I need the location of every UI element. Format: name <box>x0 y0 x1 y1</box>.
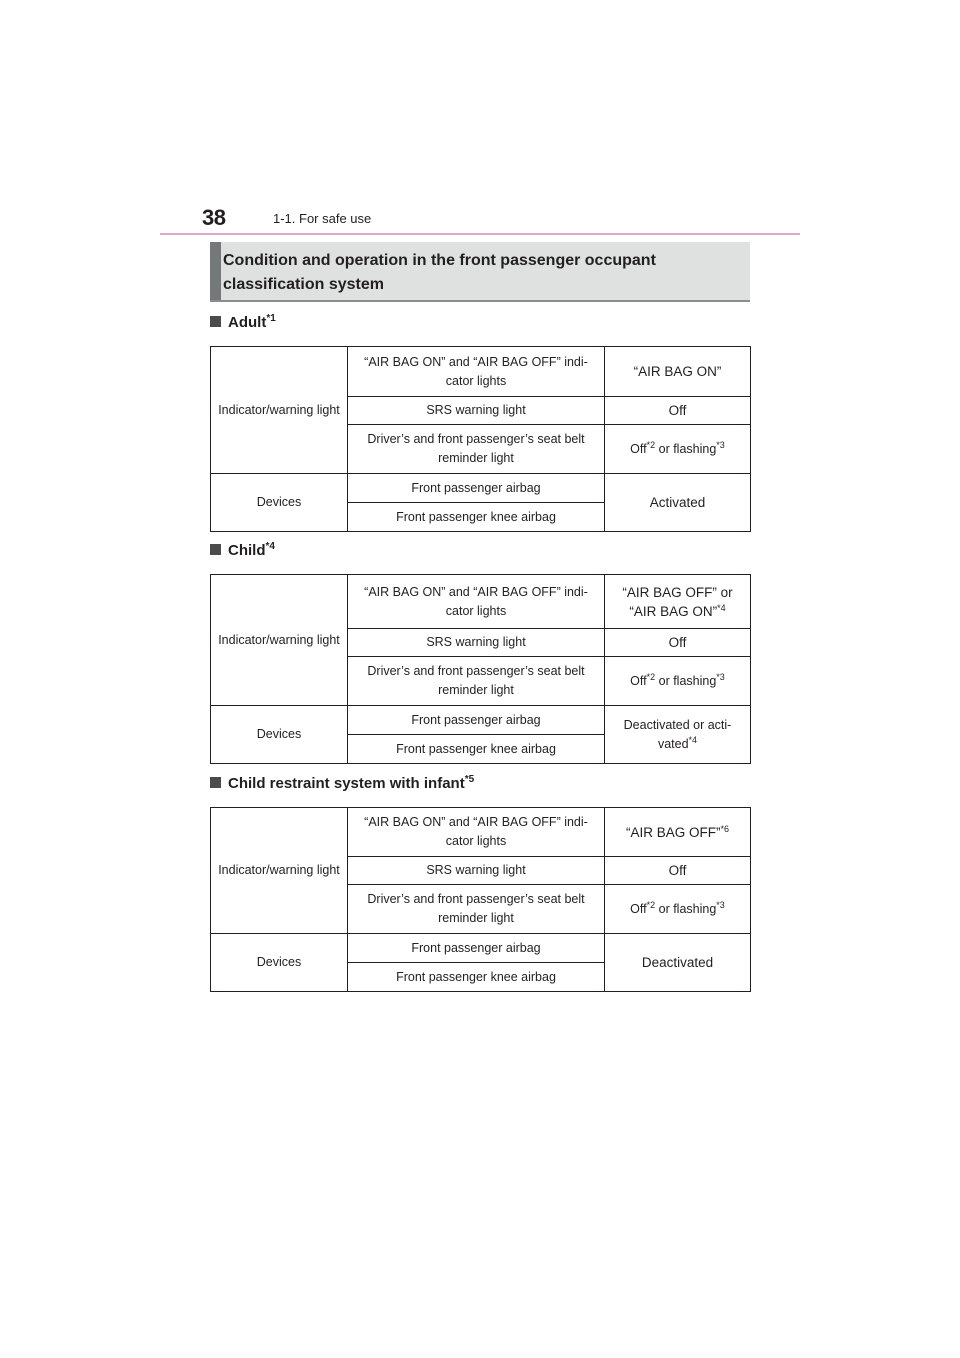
table-row <box>211 347 751 397</box>
table-row <box>211 934 751 963</box>
indicator-label: Indicator/warning light <box>211 347 348 474</box>
item-cell: Front passenger knee airbag <box>348 503 605 532</box>
value-text: or flashing <box>655 901 717 916</box>
item-cell: SRS warning light <box>348 397 605 425</box>
footnote-ref: *1 <box>266 313 276 324</box>
page-header <box>160 200 800 234</box>
item-cell: Front passenger airbag <box>348 474 605 503</box>
devices-value <box>605 474 751 532</box>
title-accent-bar <box>210 242 221 300</box>
value-text: “AIR BAG OFF” <box>625 824 721 840</box>
subheading-adult <box>210 314 276 331</box>
devices-label: Devices <box>211 474 348 532</box>
value-text: “AIR BAG OFF” or “AIR BAG ON” <box>622 584 733 619</box>
footnote-ref: *5 <box>464 774 475 785</box>
subheading-text: Child <box>228 542 266 559</box>
table-infant <box>210 807 751 992</box>
item-cell: Driver’s and front passenger’s seat belt reminder light <box>348 425 605 474</box>
footnote-ref: *2 <box>646 439 656 450</box>
footnote-ref: *4 <box>265 541 275 552</box>
footnote-ref: *2 <box>646 671 656 682</box>
value-text: or flashing <box>655 441 717 456</box>
footnote-ref: *3 <box>716 439 725 450</box>
item-cell: Driver’s and front passenger’s seat belt reminder light <box>348 657 605 706</box>
item-cell: Front passenger airbag <box>348 706 605 735</box>
subheading-text: Adult <box>228 314 267 331</box>
section-title-box <box>210 242 750 302</box>
value-cell: Off <box>605 857 751 885</box>
subheading-child <box>210 542 275 559</box>
footnote-ref: *3 <box>716 671 725 682</box>
devices-label: Devices <box>211 934 348 992</box>
section-title: Condition and operation in the front passenger occupant classification system <box>223 252 656 293</box>
devices-value <box>605 934 751 992</box>
square-bullet-icon <box>210 544 221 555</box>
value-cell: “AIR BAG ON” <box>605 347 751 397</box>
item-cell: SRS warning light <box>348 629 605 657</box>
footnote-ref: *4 <box>688 734 698 745</box>
item-cell: “AIR BAG ON” and “AIR BAG OFF” indi-cator lights <box>348 347 605 397</box>
header-rule <box>160 233 800 235</box>
value-cell: Off <box>605 629 751 657</box>
footnote-ref: *2 <box>646 899 656 910</box>
table-child <box>210 574 751 764</box>
value-text: Off <box>630 441 647 456</box>
footnote-ref: *4 <box>717 602 726 613</box>
value-text: Off <box>630 901 647 916</box>
footnote-ref: *6 <box>720 823 729 834</box>
subheading-text: Child restraint system with infant <box>228 775 465 792</box>
indicator-label: Indicator/warning light <box>211 808 348 934</box>
item-cell: Driver’s and front passenger’s seat belt reminder light <box>348 885 605 934</box>
table-adult <box>210 346 751 532</box>
devices-label: Devices <box>211 706 348 764</box>
footnote-ref: *3 <box>716 899 725 910</box>
value-text: or flashing <box>655 673 717 688</box>
square-bullet-icon <box>210 777 221 788</box>
value-cell: Off <box>605 397 751 425</box>
value-cell <box>605 575 751 629</box>
value-text: Off <box>630 673 647 688</box>
item-cell: “AIR BAG ON” and “AIR BAG OFF” indi-cator lights <box>348 808 605 857</box>
value-cell <box>605 425 751 474</box>
item-cell: SRS warning light <box>348 857 605 885</box>
item-cell: “AIR BAG ON” and “AIR BAG OFF” indi-cator lights <box>348 575 605 629</box>
table-row <box>211 808 751 857</box>
section-label: 1-1. For safe use <box>273 211 372 226</box>
value-cell <box>605 808 751 857</box>
value-text: Deactivated or acti-vated <box>623 717 732 751</box>
value-cell <box>605 885 751 934</box>
item-cell: Front passenger knee airbag <box>348 735 605 764</box>
table-row <box>211 575 751 629</box>
subheading-infant <box>210 775 474 792</box>
value-text: Activated <box>649 495 706 510</box>
item-cell: Front passenger knee airbag <box>348 963 605 992</box>
square-bullet-icon <box>210 316 221 327</box>
table-row <box>211 706 751 735</box>
item-cell: Front passenger airbag <box>348 934 605 963</box>
page-number: 38 <box>202 205 226 230</box>
devices-value <box>605 706 751 764</box>
value-cell <box>605 657 751 706</box>
value-text: Deactivated <box>641 955 714 970</box>
indicator-label: Indicator/warning light <box>211 575 348 706</box>
table-row <box>211 474 751 503</box>
